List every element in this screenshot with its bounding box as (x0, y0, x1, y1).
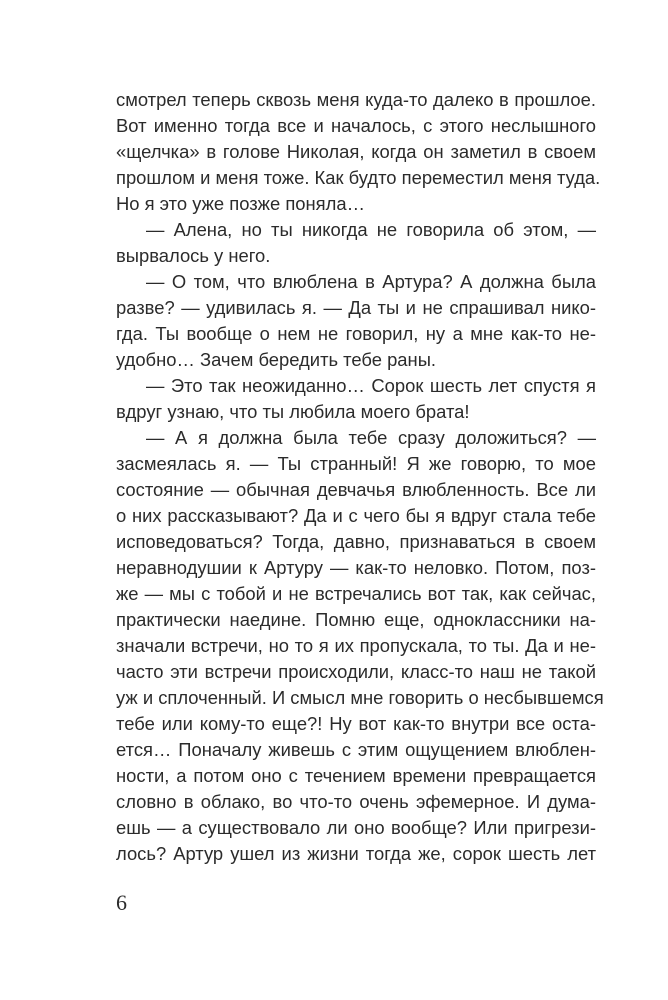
text-line: состояние — обычная девчачья влюбленность. Все ли (116, 479, 596, 500)
text-line: Но я это уже позже поняла… (116, 193, 365, 214)
text-line: «щелчка» в голове Николая, когда он заметил в своем (116, 141, 596, 162)
text-line: гда. Ты вообще о нем не говорил, ну а мне как-то не- (116, 323, 596, 344)
text-line: удобно… Зачем бередить тебе раны. (116, 349, 437, 370)
text-line: практически наедине. Помню еще, одноклассники на- (116, 609, 596, 630)
text-line: ется… Поначалу живешь с этим ощущением влюблен- (116, 739, 596, 760)
text-line: исповедоваться? Тогда, давно, признаваться в своем (116, 531, 596, 552)
text-line: уж и сплоченный. И смысл мне говорить о несбывшемся (116, 687, 604, 708)
text-line: — А я должна была тебе сразу доложиться? — (146, 427, 596, 448)
text-line: смотрел теперь сквозь меня куда-то далеко в прошлое. (116, 89, 596, 110)
text-line: — Алена, но ты никогда не говорила об этом, — (146, 219, 596, 240)
text-line: ешь — а существовало ли оно вообще? Или пригрези- (116, 817, 596, 838)
text-line: — О том, что влюблена в Артура? А должна была (146, 271, 596, 292)
body-text (116, 87, 604, 867)
text-line: засмеялась я. — Ты странный! Я же говорю, то мое (116, 453, 596, 474)
text-line: часто эти встречи происходили, класс-то наш не такой (116, 661, 596, 682)
text-line: значали встречи, но то я их пропускала, то ты. Да и не- (116, 635, 596, 656)
text-line: Вот именно тогда все и началось, с этого неслышного (116, 115, 596, 136)
text-line: разве? — удивилась я. — Да ты и не спрашивал нико- (116, 297, 596, 318)
text-line: ности, а потом оно с течением времени превращается (116, 765, 596, 786)
text-line: словно в облако, во что-то очень эфемерное. И дума- (116, 791, 596, 812)
text-line: лось? Артур ушел из жизни тогда же, сорок шесть лет (116, 843, 596, 864)
page-number: 6 (116, 890, 127, 915)
text-line: — Это так неожиданно… Сорок шесть лет спустя я (146, 375, 596, 396)
text-line: вырвалось у него. (116, 245, 271, 266)
text-line: же — мы с тобой и не встречались вот так, как сейчас, (116, 583, 596, 604)
text-line: прошлом и меня тоже. Как будто переместил меня туда. (116, 167, 601, 188)
text-line: вдруг узнаю, что ты любила моего брата! (116, 401, 470, 422)
text-line: тебе или кому-то еще?! Ну вот как-то внутри все оста- (116, 713, 596, 734)
text-line: о них рассказывают? Да и с чего бы я вдруг стала тебе (116, 505, 596, 526)
text-line: неравнодушии к Артуру — как-то неловко. Потом, поз- (116, 557, 596, 578)
